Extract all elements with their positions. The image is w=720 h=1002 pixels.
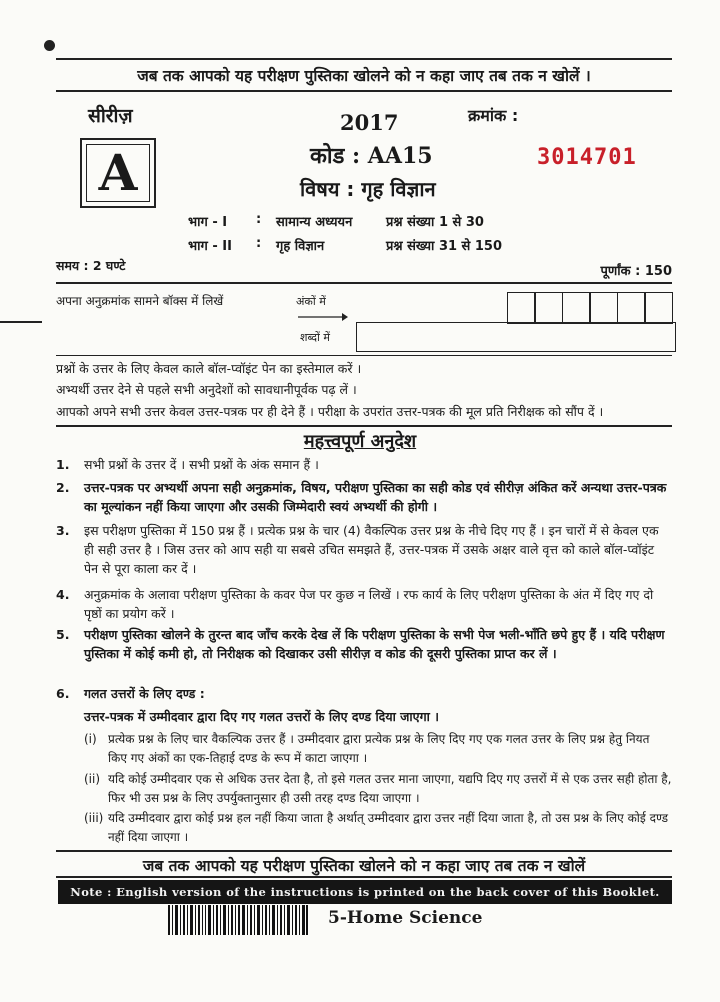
instruction-5 (56, 626, 672, 664)
penalty-item-text: यदि उम्मीदवार द्वारा कोई प्रश्न हल नहीं किया जाता है अर्थात् उम्मीदवार द्वारा उत्तर नहीं दिया जाता है, तो उस प्रश्न के लिए कोई दण्ड नहीं दिया जाएगा । (108, 811, 669, 844)
penalty-item-2 (84, 770, 672, 807)
penalty-item-number: (iii) (84, 811, 104, 825)
punch-hole-dot (44, 40, 55, 51)
exam-year: 2017 (340, 110, 399, 135)
booklet-subject-name: 5-Home Science (328, 908, 483, 928)
penalty-item-1 (84, 730, 672, 767)
penalty-item-text: प्रत्येक प्रश्न के लिए चार वैकल्पिक उत्तर हैं । उम्मीदवार द्वारा प्रत्येक प्रश्न के लिए दिए गए एक गलत उत्तर के लिए प्रश्न हेतु नियत किए गए अंकों का एक-तिहाई दण्ड के रूप में काटा जाएगा । (108, 732, 650, 765)
part-2-colon: : (256, 236, 262, 251)
part-1-range: प्रश्न संख्या 1 से 30 (386, 215, 484, 230)
digit-box[interactable] (617, 292, 646, 324)
instruction-number: 1. (56, 457, 70, 472)
penalty-item-3 (84, 809, 672, 846)
subject-title: विषय : गृह विज्ञान (300, 177, 436, 201)
section-rule (56, 282, 672, 284)
english-version-note: Note : English version of the instructions is printed on the back cover of this Booklet. (58, 880, 672, 904)
digit-box[interactable] (534, 292, 563, 324)
penalty-item-number: (ii) (84, 772, 101, 786)
top-warning-banner: जब तक आपको यह परीक्षण पुस्तिका खोलने को न कहा जाए तब तक न खोलें । (137, 67, 591, 85)
roll-number-instruction: अपना अनुक्रमांक सामने बॉक्स में लिखें (56, 294, 224, 308)
instruction-number: 5. (56, 627, 70, 642)
instruction-1 (56, 456, 672, 475)
roll-number-words-box[interactable] (356, 322, 676, 352)
instruction-number: 2. (56, 480, 70, 495)
instruction-3 (56, 522, 672, 578)
general-line-3: आपको अपने सभी उत्तर केवल उत्तर-पत्रक पर ही देने हैं । परीक्षा के उपरांत उत्तर-पत्रक की मूल प्रति निरीक्षक को सौंप दें । (56, 404, 604, 419)
penalty-item-number: (i) (84, 732, 97, 746)
digit-box[interactable] (507, 292, 536, 324)
top-rule-lower (56, 90, 672, 92)
serial-label: क्रमांक : (468, 106, 519, 125)
instruction-6 (56, 685, 672, 704)
digit-box[interactable] (644, 292, 673, 324)
max-marks: पूर्णांक : 150 (600, 264, 672, 279)
part-1-label: भाग - I (188, 215, 228, 230)
instruction-text: परीक्षण पुस्तिका खोलने के तुरन्त बाद जाँच करके देख लें कि परीक्षण पुस्तिका के सभी पेज भली-भाँति छपे हुए हैं । यदि परीक्षण पुस्तिका में कोई कमी हो, तो निरीक्षक को दिखाकर उसी सीरीज़ व कोड की दूसरी पुस्तिका प्राप्त कर लें । (84, 627, 665, 661)
bottom-warning-banner: जब तक आपको यह परीक्षण पुस्तिका खोलने को न कहा जाए तब तक न खोलें (142, 857, 586, 875)
barcode-image (168, 905, 308, 935)
instruction-4 (56, 586, 672, 624)
digit-box[interactable] (589, 292, 618, 324)
series-value: A (86, 144, 150, 202)
instruction-number: 3. (56, 523, 70, 538)
instruction-text: अनुक्रमांक के अलावा परीक्षण पुस्तिका के कवर पेज पर कुछ न लिखें । रफ कार्य के लिए परीक्षण पुस्तिका के अंत में दिए गए दो पृष्ठों का प्रयोग करें । (84, 587, 654, 621)
penalty-item-text: यदि कोई उम्मीदवार एक से अधिक उत्तर देता है, तो इसे गलत उत्तर माना जाएगा, यद्यपि दिए गए उत्तरों में से एक उत्तर सही होता है, फिर भी उस प्रश्न के लिए उपर्युक्तानुसार ही उसी तरह दण्ड दिया जाएगा । (108, 772, 672, 805)
instruction-text: उत्तर-पत्रक पर अभ्यर्थी अपना सही अनुक्रमांक, विषय, परीक्षण पुस्तिका का सही कोड एवं सीरीज़ अंकित करें अन्यथा उत्तर-पत्रक का मूल्यांकन नहीं किया जाएगा और उसकी जिम्मेदारी स्वयं अभ्यर्थी की होगी । (84, 480, 667, 514)
exam-time: समय : 2 घण्टे (56, 258, 126, 273)
series-label: सीरीज़ (88, 105, 133, 127)
roll-rule (56, 355, 672, 356)
instruction-number: 6. (56, 686, 70, 701)
instruction-text: इस परीक्षण पुस्तिका में 150 प्रश्न हैं । प्रत्येक प्रश्न के चार (4) वैकल्पिक उत्तर प्रश्न के नीचे दिए गए हैं । इन चारों में से केवल एक ही सही उत्तर है । जिस उत्तर को आप सही या सबसे उचित समझते हैं, उत्तर-पत्रक में उसके अक्षर वाले वृत्त को काले बॉल-प्वॉइंट पेन से पूरा काला कर दें । (84, 523, 659, 576)
series-box (80, 138, 156, 208)
general-line-2: अभ्यर्थी उत्तर देने से पहले सभी अनुदेशों को सावधानीपूर्वक पढ़ लें । (56, 382, 357, 397)
top-rule (56, 58, 672, 60)
part-2-label: भाग - II (188, 239, 232, 254)
instruction-2 (56, 479, 672, 517)
instruction-number: 4. (56, 587, 70, 602)
bottom-rule-lower (56, 876, 672, 878)
general-line-1: प्रश्नों के उत्तर के लिए केवल काले बॉल-प्वॉइंट पेन का इस्तेमाल करें । (56, 361, 362, 376)
part-1-colon: : (256, 212, 262, 227)
part-2-range: प्रश्न संख्या 31 से 150 (386, 239, 503, 254)
booklet-code: कोड : AA15 (310, 143, 433, 169)
instruction-text: सभी प्रश्नों के उत्तर दें । सभी प्रश्नों के अंक समान हैं । (84, 457, 319, 472)
arrow-right-icon (298, 312, 348, 322)
part-1-name: सामान्य अध्ययन (276, 215, 353, 230)
penalty-heading: उत्तर-पत्रक में उम्मीदवार द्वारा दिए गए गलत उत्तरों के लिए दण्ड दिया जाएगा । (84, 709, 439, 724)
in-digits-label: अंकों में (296, 295, 326, 308)
instruction-text: गलत उत्तरों के लिए दण्ड : (84, 686, 205, 701)
bottom-rule (56, 850, 672, 852)
roll-number-digit-boxes[interactable] (508, 292, 673, 324)
part-2-name: गृह विज्ञान (276, 239, 325, 254)
digit-box[interactable] (562, 292, 591, 324)
in-words-label: शब्दों में (300, 331, 330, 344)
margin-tick-mark (0, 321, 42, 323)
serial-number: 3014701 (537, 145, 637, 170)
instructions-heading: महत्त्वपूर्ण अनुदेश (303, 431, 417, 452)
instructions-top-rule (56, 425, 672, 427)
